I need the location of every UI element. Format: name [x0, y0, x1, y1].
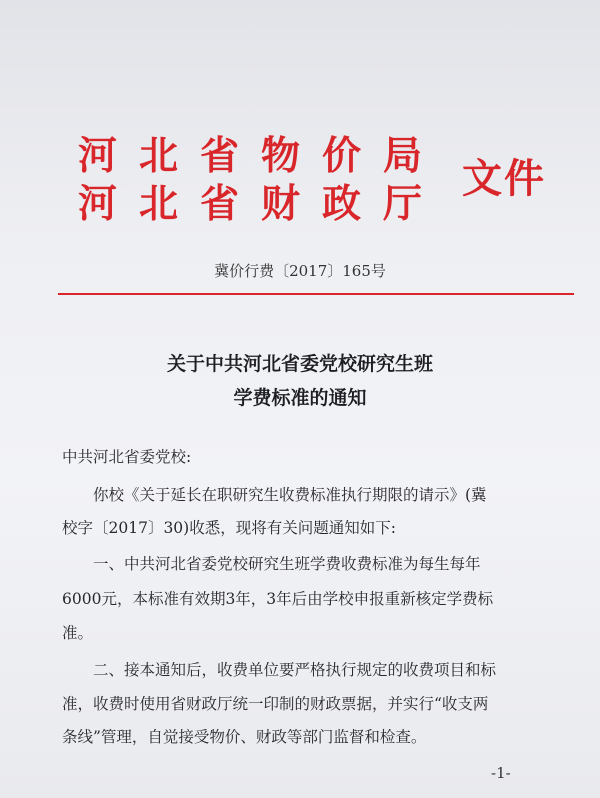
- addressee: 中共河北省委党校:: [62, 448, 192, 466]
- body-line: 条线”管理，自觉接受物价、财政等部门监督和检查。: [62, 728, 427, 746]
- document-number: 冀价行费〔2017〕165号: [214, 262, 386, 280]
- body-line: 二、接本通知后，收费单位要严格执行规定的收费项目和标: [93, 661, 497, 679]
- body-line: 准。: [62, 624, 94, 642]
- title-line-1: 关于中共河北省委党校研究生班: [166, 353, 433, 375]
- body-line: 准，收费时使用省财政厅统一印制的财政票据，并实行“收支两: [62, 695, 489, 713]
- page-number: -1-: [491, 764, 511, 782]
- issuer-line-2: 河北省财政厅: [78, 181, 445, 227]
- body-line: 校字〔2017〕30)收悉，现将有关问题通知如下:: [62, 519, 396, 537]
- body-line: 6000元，本标准有效期3年，3年后由学校申报重新核定学费标: [62, 590, 494, 608]
- body-line: 一、中共河北省委党校研究生班学费收费标准为每生每年: [93, 555, 481, 573]
- body-line: 你校《关于延长在职研究生收费标准执行期限的请示》(冀: [93, 486, 487, 504]
- document-type-label: 文件: [462, 155, 546, 202]
- issuer-line-1: 河北省物价局: [78, 133, 445, 179]
- header-divider: [58, 293, 574, 295]
- title-line-2: 学费标准的通知: [233, 387, 367, 409]
